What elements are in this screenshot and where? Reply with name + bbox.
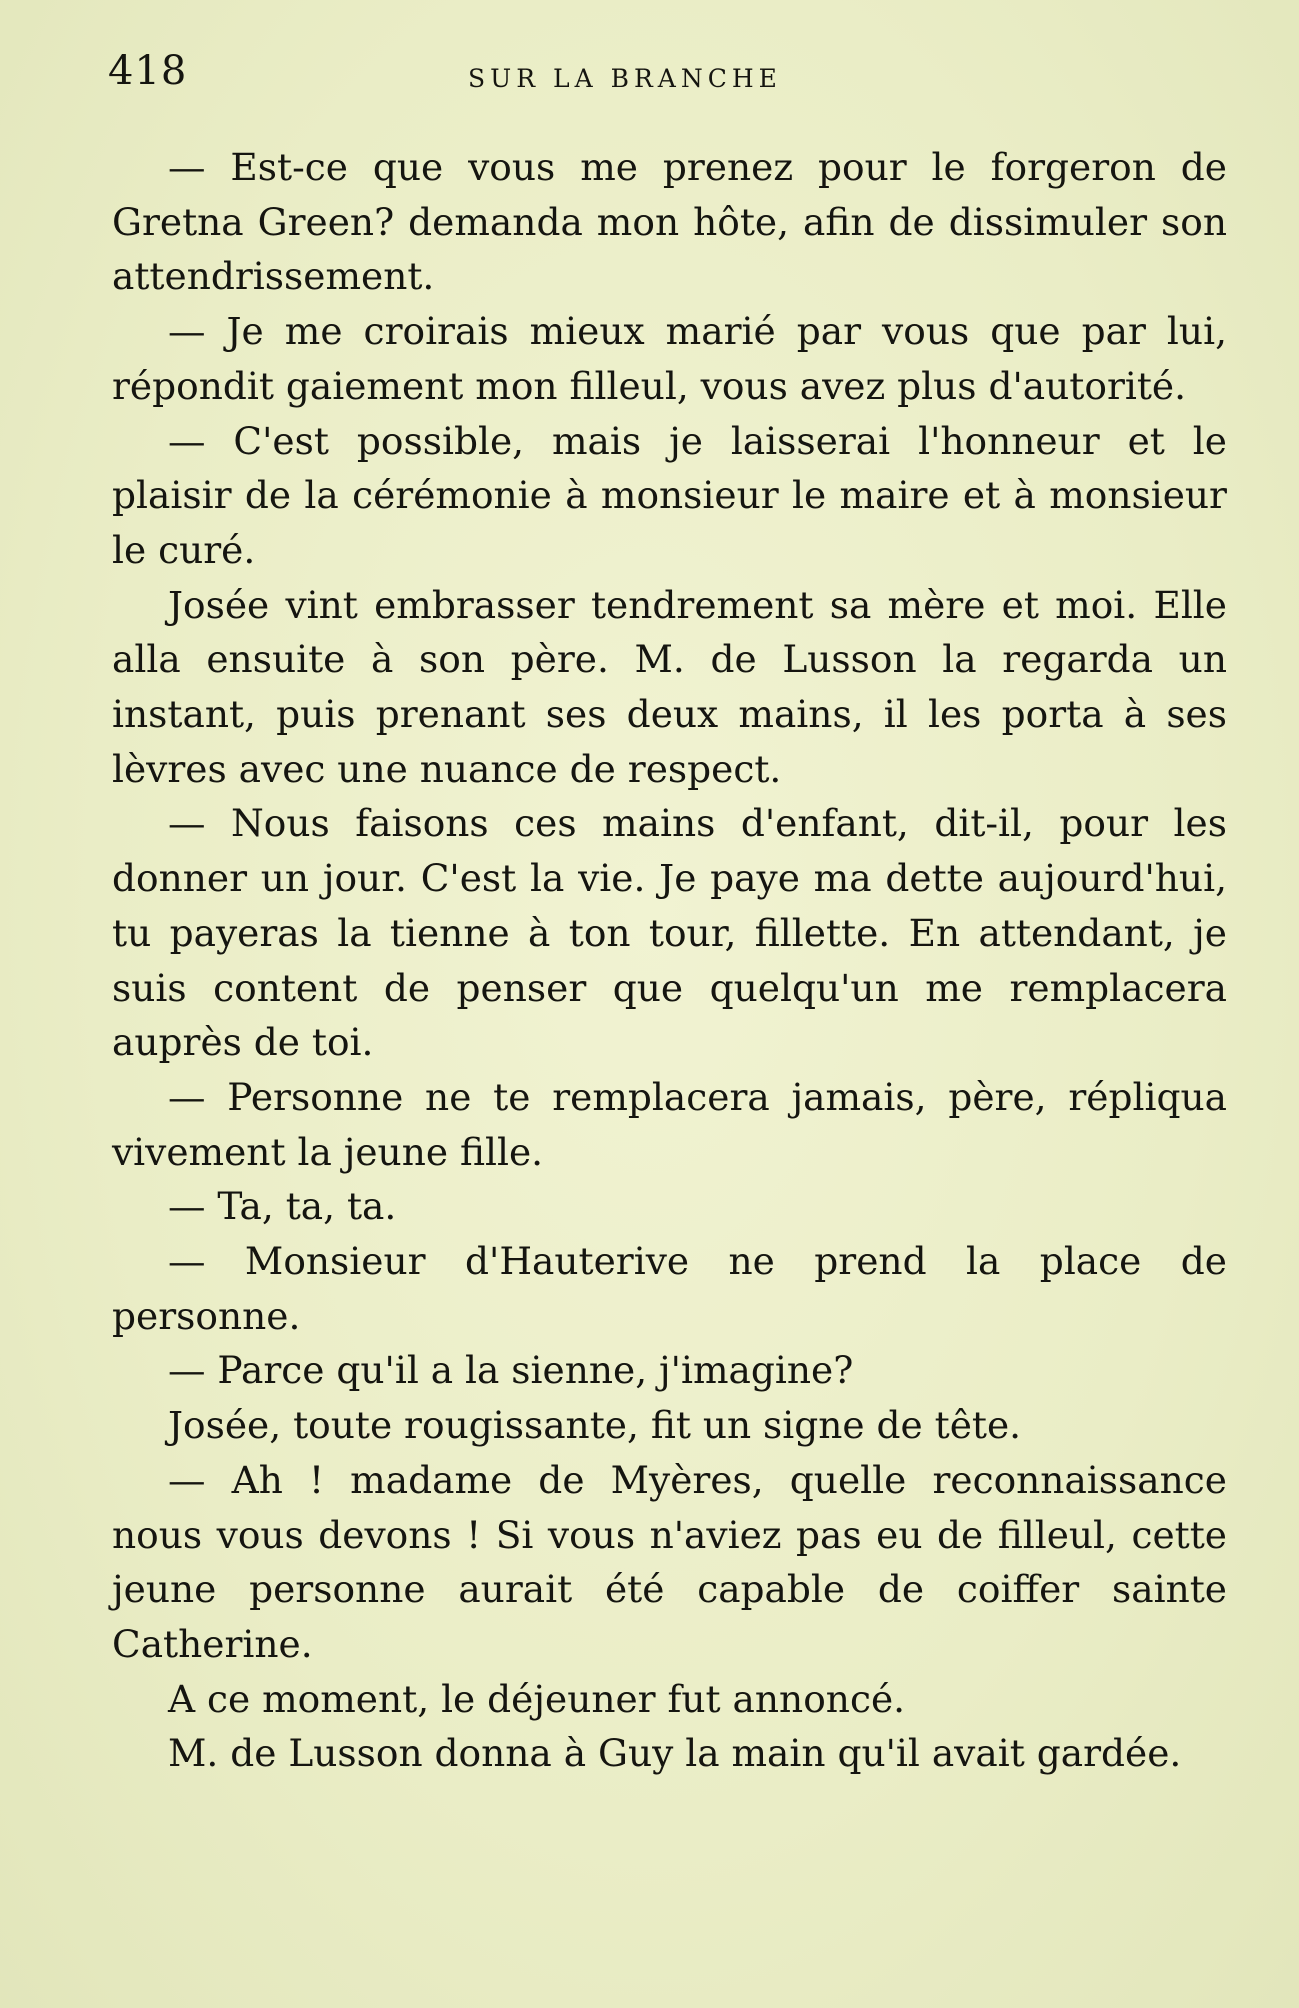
paragraph: — Nous faisons ces mains d'enfant, dit-il, pour les donner un jour. C'est la vie. Je paye ma dette aujourd'hui, tu payeras la tienne à ton tour, fillette. En attendant, je suis content de penser que quelqu'un me remplacera auprès de toi.	[112, 801, 1227, 1065]
paragraph: Josée vint embrasser tendrement sa mère et moi. Elle alla ensuite à son père. M. de Lusson la regarda un instant, puis prenant ses deux mains, il les porta à ses lèvres avec une nuance de respect.	[112, 582, 1227, 791]
paragraph: — Parce qu'il a la sienne, j'imagine?	[168, 1348, 854, 1393]
paragraph: — Est-ce que vous me prenez pour le forgeron de Gretna Green? demanda mon hôte, afin de dissimuler son attendrissement.	[112, 145, 1227, 299]
paragraph: — Monsieur d'Hauterive ne prend la place de personne.	[112, 1239, 1227, 1338]
paragraph: — Ta, ta, ta.	[168, 1184, 397, 1229]
page-header	[108, 48, 1228, 108]
paragraph: Josée, toute rougissante, fit un signe de tête.	[168, 1403, 1022, 1448]
paragraph: — Je me croirais mieux marié par vous que par lui, répondit gaiement mon filleul, vous avez plus d'autorité.	[112, 309, 1227, 408]
paragraph: — C'est possible, mais je laisserai l'honneur et le plaisir de la cérémonie à monsieur le maire et à monsieur le curé.	[112, 418, 1227, 572]
paragraph: — Personne ne te remplacera jamais, père, répliqua vivement la jeune fille.	[112, 1074, 1227, 1174]
page-number: 418	[108, 48, 188, 94]
paragraph: — Ah ! madame de Myères, quelle reconnaissance nous vous devons ! Si vous n'aviez pas eu de filleul, cette jeune personne aurait été capable de coiffer sainte Catherine.	[112, 1457, 1227, 1666]
body-text	[112, 140, 1227, 1781]
paragraph: A ce moment, le déjeuner fut annoncé.	[168, 1676, 906, 1721]
running-title: SUR LA BRANCHE	[468, 64, 782, 93]
paragraph: M. de Lusson donna à Guy la main qu'il avait gardée.	[168, 1731, 1182, 1776]
